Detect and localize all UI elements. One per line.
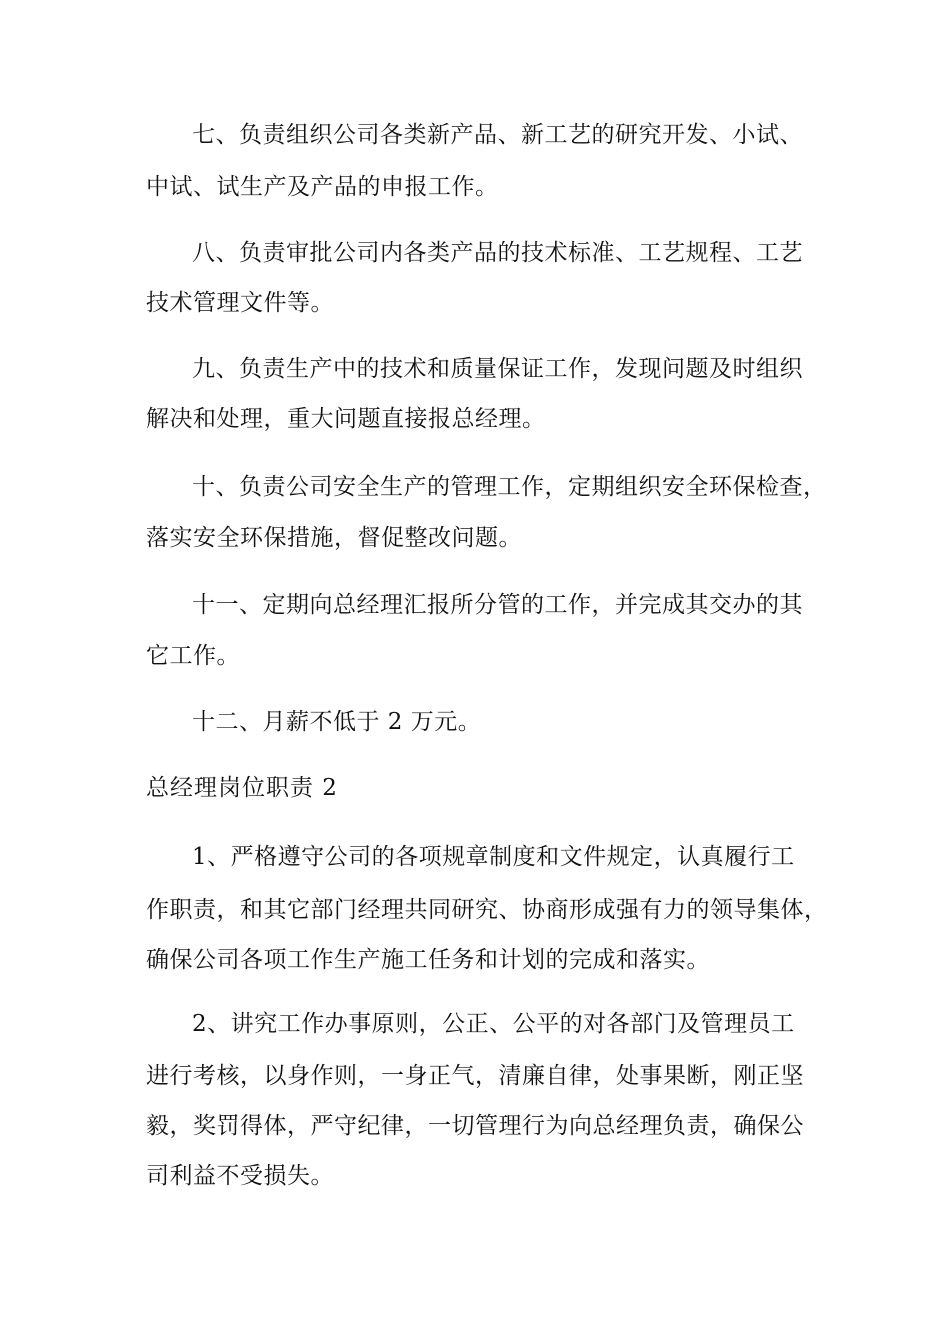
paragraph-line: 作职责，和其它部门经理共同研究、协商形成强有力的领导集体，	[146, 897, 828, 923]
paragraph-line: 1、严格遵守公司的各项规章制度和文件规定，认真履行工	[192, 844, 795, 870]
paragraph-line: 十、负责公司安全生产的管理工作，定期组织安全环保检查，	[192, 474, 827, 500]
paragraph-line: 进行考核，以身作则，一身正气，清廉自律，处事果断，刚正坚	[146, 1063, 804, 1089]
section-heading: 总经理岗位职责 2	[146, 775, 338, 801]
paragraph-line: 八、负责审批公司内各类产品的技术标准、工艺规程、工艺	[192, 240, 803, 266]
paragraph-line: 解决和处理，重大问题直接报总经理。	[146, 406, 546, 432]
paragraph-line: 它工作。	[146, 643, 240, 669]
paragraph-line: 技术管理文件等。	[146, 290, 334, 316]
paragraph-line: 落实安全环保措施，督促整改问题。	[146, 525, 522, 551]
paragraph-line: 中试、试生产及产品的申报工作。	[146, 174, 499, 200]
paragraph-line: 十一、定期向总经理汇报所分管的工作，并完成其交办的其	[192, 592, 803, 618]
paragraph-line: 毅，奖罚得体，严守纪律，一切管理行为向总经理负责，确保公	[146, 1113, 804, 1139]
paragraph-line: 司利益不受损失。	[146, 1163, 334, 1189]
paragraph-line: 2、讲究工作办事原则，公正、公平的对各部门及管理员工	[192, 1011, 795, 1037]
paragraph-line: 七、负责组织公司各类新产品、新工艺的研究开发、小试、	[192, 122, 803, 148]
paragraph-line: 九、负责生产中的技术和质量保证工作，发现问题及时组织	[192, 356, 803, 382]
paragraph-line: 十二、月薪不低于 2 万元。	[192, 709, 482, 735]
paragraph-line: 确保公司各项工作生产施工任务和计划的完成和落实。	[146, 947, 710, 973]
